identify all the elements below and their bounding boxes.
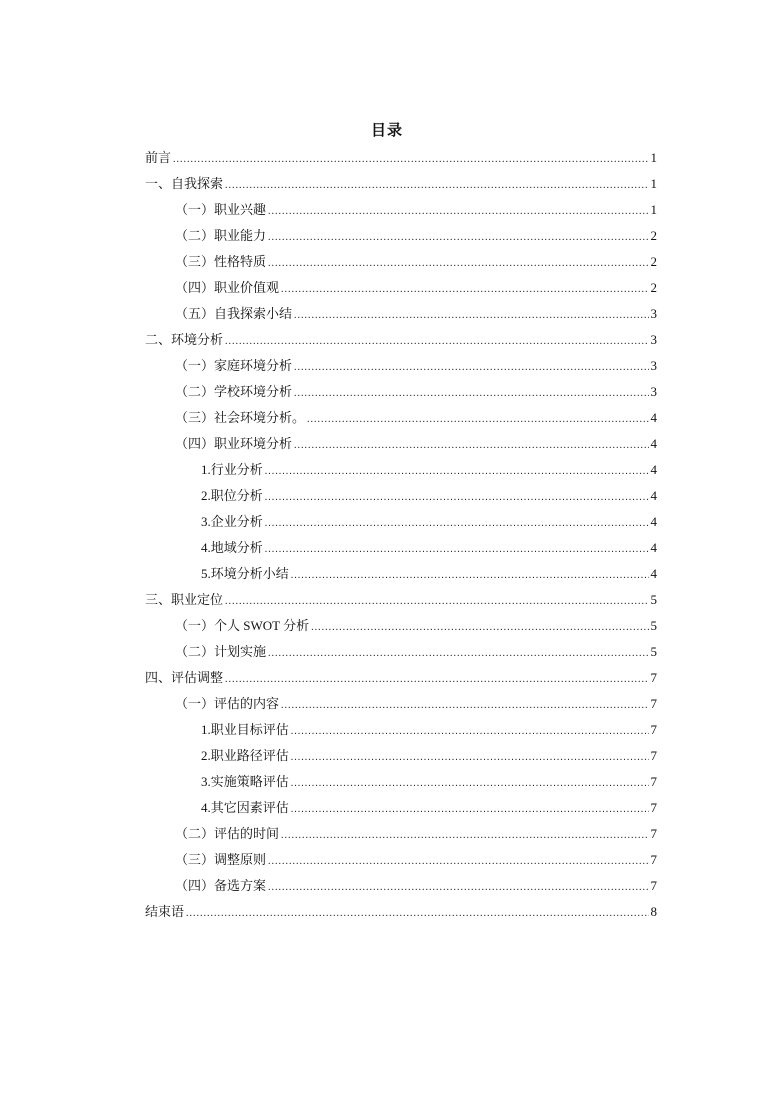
toc-page-number: 5	[650, 644, 657, 659]
toc-entry-text: 5.环境分析小结	[201, 566, 289, 581]
toc-entry-text: 1.职业目标评估	[201, 722, 289, 737]
toc-entry-text: （一）家庭环境分析	[175, 358, 293, 373]
toc-dot-leader	[268, 849, 648, 875]
toc-entry[interactable]	[145, 197, 657, 223]
toc-entry[interactable]	[145, 743, 657, 769]
toc-page-number: 7	[650, 774, 657, 789]
toc-dot-leader	[291, 771, 649, 797]
toc-entry[interactable]	[145, 301, 657, 327]
toc-page-number: 4	[650, 540, 657, 555]
toc-page-number: 4	[650, 462, 657, 477]
toc-entry-text: （一）个人 SWOT 分析	[175, 618, 310, 633]
toc-page-number: 7	[650, 696, 657, 711]
toc-entry-text: （二）评估的时间	[175, 826, 280, 841]
toc-dot-leader	[186, 901, 648, 927]
toc-entry-text: 二、环境分析	[145, 332, 224, 347]
toc-dot-leader	[294, 355, 648, 381]
toc-page-number: 1	[650, 150, 657, 165]
toc-entry-text: （五）自我探索小结	[175, 306, 293, 321]
toc-entry[interactable]	[145, 821, 657, 847]
toc-entry[interactable]	[145, 535, 657, 561]
toc-page-number: 1	[650, 176, 657, 191]
toc-entry[interactable]	[145, 613, 657, 639]
toc-dot-leader	[265, 485, 649, 511]
toc-dot-leader	[225, 173, 648, 199]
toc-entry[interactable]	[145, 327, 657, 353]
toc-entry-text: 四、评估调整	[145, 670, 224, 685]
toc-title: 目录	[370, 123, 403, 139]
toc-entry-text: （三）调整原则	[175, 852, 267, 867]
toc-dot-leader	[281, 823, 648, 849]
toc-entry[interactable]	[145, 275, 657, 301]
toc-dot-leader	[294, 433, 648, 459]
toc-entry[interactable]	[145, 561, 657, 587]
toc-page-number: 2	[650, 228, 657, 243]
toc-page-number: 3	[650, 384, 657, 399]
toc-entry-text: （二）职业能力	[175, 228, 267, 243]
toc-entry-text: 三、职业定位	[145, 592, 224, 607]
toc-dot-leader	[265, 459, 649, 485]
toc-entry[interactable]	[145, 899, 657, 925]
toc-page-number: 4	[650, 514, 657, 529]
toc-dot-leader	[268, 225, 648, 251]
toc-page-number: 2	[650, 254, 657, 269]
toc-entry[interactable]	[145, 691, 657, 717]
toc-page-number: 7	[650, 852, 657, 867]
toc-entry[interactable]	[145, 665, 657, 691]
toc-entry-text: （四）备选方案	[175, 878, 267, 893]
toc-page-number: 4	[650, 410, 657, 425]
toc-dot-leader	[268, 251, 648, 277]
toc-entry[interactable]	[145, 249, 657, 275]
toc-page-number: 7	[650, 878, 657, 893]
toc-entry-text: （二）学校环境分析	[175, 384, 293, 399]
toc-entry-text: 1.行业分析	[201, 462, 263, 477]
toc-entry-text: （三）性格特质	[175, 254, 267, 269]
toc-dot-leader	[268, 875, 648, 901]
table-of-contents	[145, 145, 657, 925]
toc-entry-text: （一）职业兴趣	[175, 202, 267, 217]
toc-page-number: 4	[650, 436, 657, 451]
toc-page-number: 7	[650, 670, 657, 685]
toc-dot-leader	[307, 407, 648, 433]
toc-dot-leader	[225, 667, 648, 693]
toc-dot-leader	[268, 641, 648, 667]
toc-entry-text: 2.职位分析	[201, 488, 263, 503]
toc-dot-leader	[225, 329, 648, 355]
toc-page-number: 7	[650, 748, 657, 763]
toc-dot-leader	[294, 303, 648, 329]
toc-entry[interactable]	[145, 379, 657, 405]
toc-dot-leader	[225, 589, 648, 615]
toc-page-number: 7	[650, 826, 657, 841]
toc-dot-leader	[291, 745, 649, 771]
toc-entry[interactable]	[145, 795, 657, 821]
toc-dot-leader	[173, 147, 648, 173]
toc-entry[interactable]	[145, 223, 657, 249]
toc-page-number: 3	[650, 358, 657, 373]
toc-entry-text: （三）社会环境分析。	[175, 410, 306, 425]
toc-entry-text: 一、自我探索	[145, 176, 224, 191]
toc-dot-leader	[291, 797, 649, 823]
toc-entry-text: 4.其它因素评估	[201, 800, 289, 815]
toc-entry[interactable]	[145, 717, 657, 743]
toc-page-number: 7	[650, 800, 657, 815]
toc-entry-text: （一）评估的内容	[175, 696, 280, 711]
toc-entry[interactable]	[145, 483, 657, 509]
toc-dot-leader	[265, 511, 649, 537]
toc-page-number: 5	[650, 618, 657, 633]
toc-dot-leader	[281, 693, 648, 719]
toc-entry-text: 前言	[145, 150, 172, 165]
toc-page-number: 4	[650, 488, 657, 503]
toc-page-number: 4	[650, 566, 657, 581]
toc-page-number: 5	[650, 592, 657, 607]
toc-dot-leader	[291, 719, 649, 745]
toc-entry[interactable]	[145, 587, 657, 613]
toc-page-number: 8	[650, 904, 657, 919]
toc-entry-text: 3.实施策略评估	[201, 774, 289, 789]
toc-entry[interactable]	[145, 847, 657, 873]
toc-dot-leader	[268, 199, 648, 225]
toc-page-number: 3	[650, 332, 657, 347]
toc-entry[interactable]	[145, 639, 657, 665]
toc-page-number: 2	[650, 280, 657, 295]
toc-entry-text: 3.企业分析	[201, 514, 263, 529]
toc-entry-text: 4.地域分析	[201, 540, 263, 555]
toc-page-number: 7	[650, 722, 657, 737]
toc-entry-text: 2.职业路径评估	[201, 748, 289, 763]
toc-dot-leader	[291, 563, 649, 589]
toc-dot-leader	[281, 277, 648, 303]
toc-entry-text: （四）职业环境分析	[175, 436, 293, 451]
toc-entry[interactable]	[145, 873, 657, 899]
toc-entry-text: （二）计划实施	[175, 644, 267, 659]
toc-entry[interactable]	[145, 457, 657, 483]
toc-entry-text: （四）职业价值观	[175, 280, 280, 295]
toc-dot-leader	[265, 537, 649, 563]
toc-entry-text: 结束语	[145, 904, 185, 919]
toc-entry[interactable]	[145, 353, 657, 379]
toc-entry[interactable]	[145, 145, 657, 171]
toc-dot-leader	[294, 381, 648, 407]
toc-entry[interactable]	[145, 769, 657, 795]
toc-entry[interactable]	[145, 171, 657, 197]
toc-entry[interactable]	[145, 431, 657, 457]
toc-entry[interactable]	[145, 509, 657, 535]
toc-page-number: 1	[650, 202, 657, 217]
toc-entry[interactable]	[145, 405, 657, 431]
toc-page-number: 3	[650, 306, 657, 321]
toc-dot-leader	[311, 615, 648, 641]
